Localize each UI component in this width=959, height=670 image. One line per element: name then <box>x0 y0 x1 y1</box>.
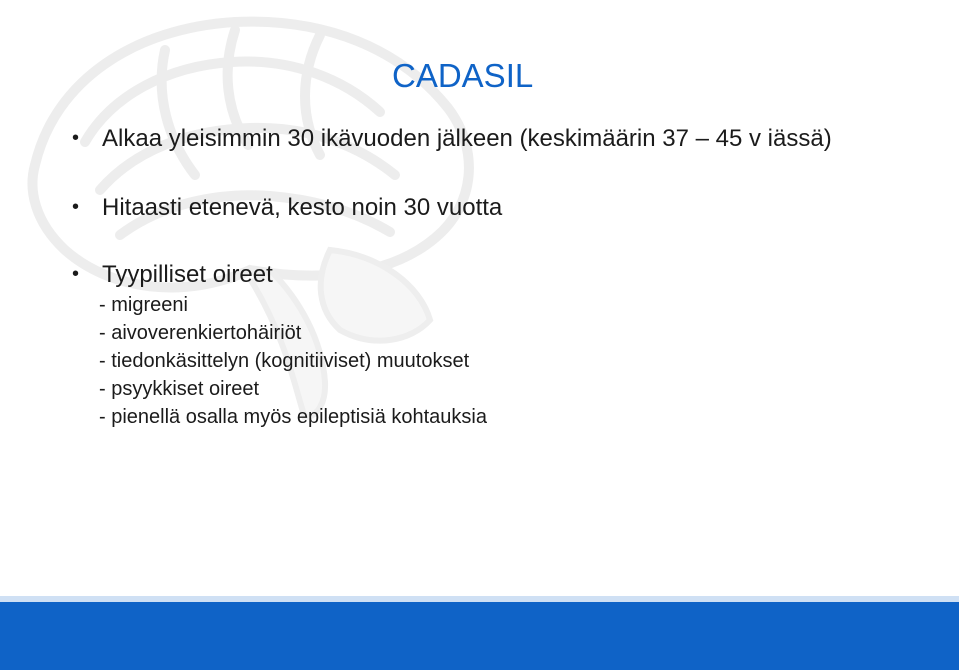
bullet-icon: • <box>72 263 80 285</box>
footer-bar-highlight <box>0 596 959 602</box>
symptom-item-psychiatric: - psyykkiset oireet <box>99 378 260 400</box>
bullet-icon: • <box>72 196 80 218</box>
symptom-list <box>99 291 932 431</box>
bullet-list <box>72 124 932 431</box>
bullet-text-symptoms: Tyypilliset oireet <box>102 261 273 288</box>
bullet-text-onset: Alkaa yleisimmin 30 ikävuoden jälkeen (keskimäärin 37 – 45 v iässä) <box>102 125 832 152</box>
symptom-item-migraine: - migreeni <box>99 294 188 316</box>
symptom-item-circulatory: - aivoverenkiertohäiriöt <box>99 322 302 344</box>
bullet-icon: • <box>72 127 80 149</box>
bullet-item-progression <box>72 193 932 222</box>
bullet-item-symptoms <box>72 260 932 431</box>
footer-bar <box>0 596 959 670</box>
bullet-text-progression: Hitaasti etenevä, kesto noin 30 vuotta <box>102 194 503 221</box>
symptom-item-cognitive: - tiedonkäsittelyn (kognitiiviset) muutokset <box>99 350 470 372</box>
slide-title: CADASIL <box>392 57 534 94</box>
bullet-item-onset <box>72 124 932 153</box>
symptom-item-epileptic: - pienellä osalla myös epileptisiä kohtauksia <box>99 406 487 428</box>
